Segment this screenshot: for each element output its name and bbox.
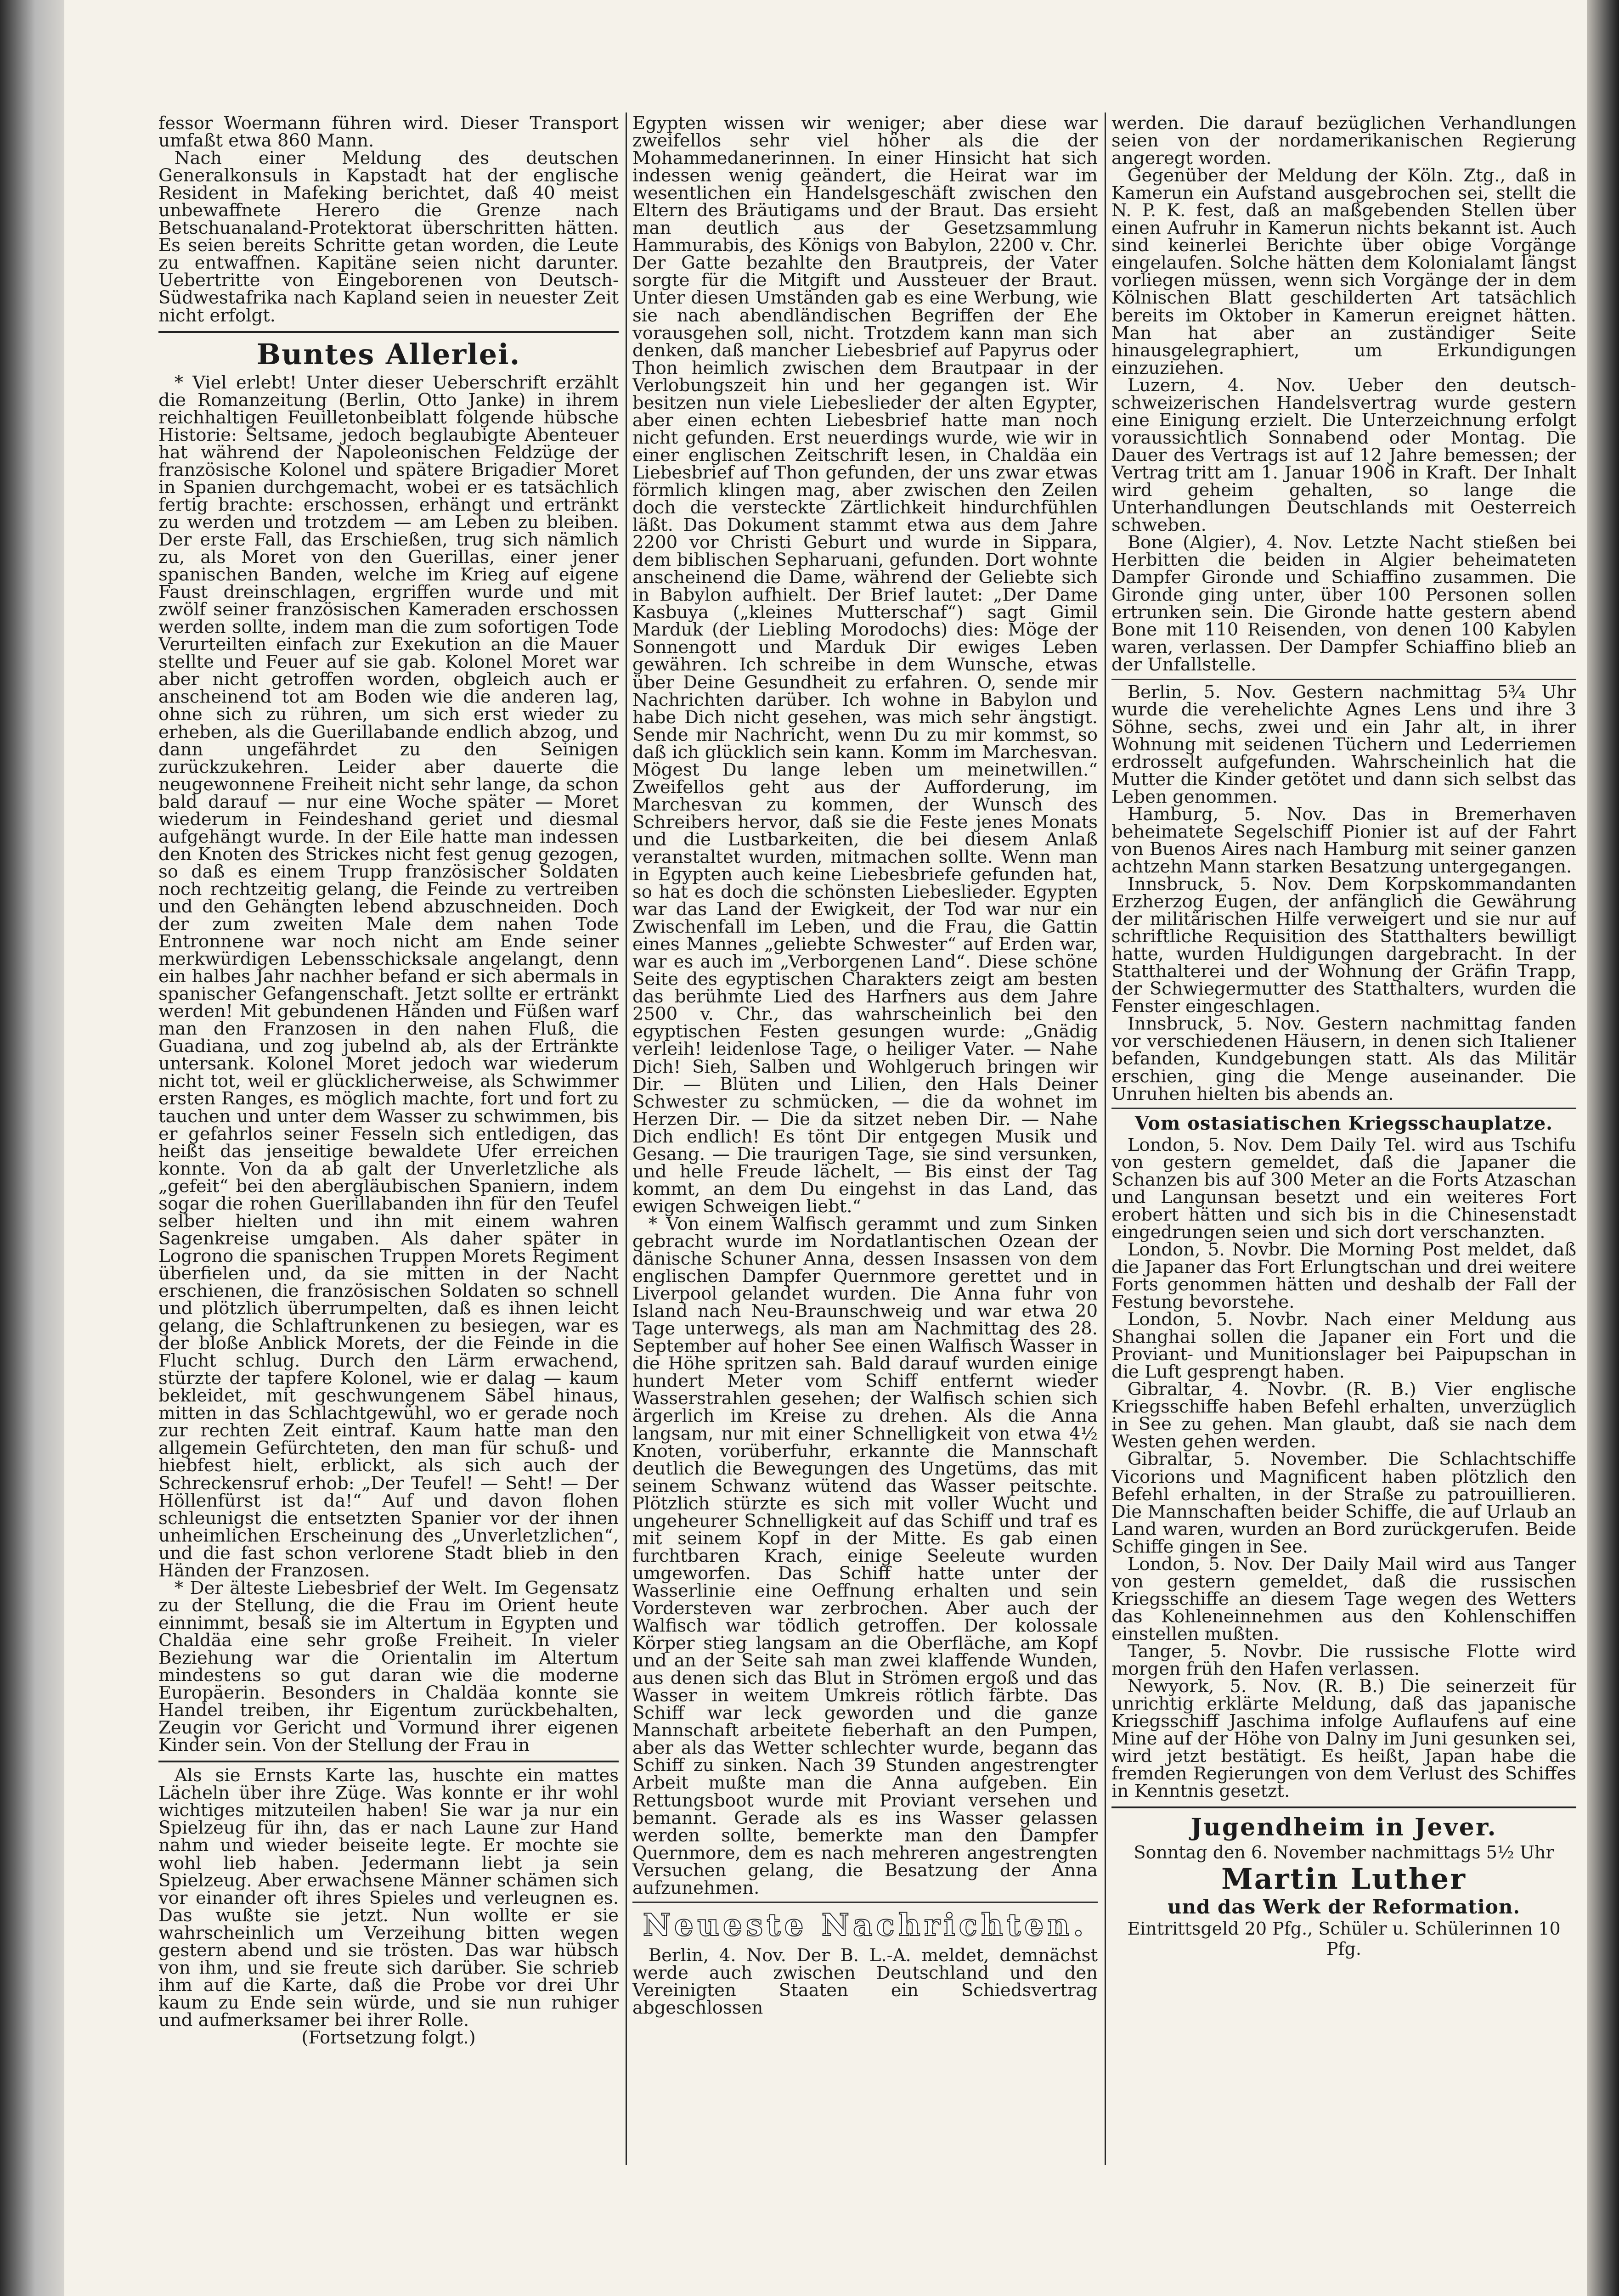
news-paragraph: London, 5. Nov. Der Daily Mail wird aus Tanger von gestern gemeldet, daß die russischen Kriegsschiffe an diesem Tage wegen des Wetters das Kohleneinnehmen aus den Kohlenschiffen einstellen mußten. <box>1111 1553 1576 1644</box>
article-paragraph: Nach einer Meldung des deutschen Generalkonsuls in Kapstadt hat der englische Resident in Mafeking berichtet, daß 40 meist unbewaffnete Herero die Grenze nach Betschuanaland-Protektorat überschritten hätten. Es seien bereits Schritte getan worden, die Leute zu entwaffnen. Kapitäne seien nicht darunter. Uebertritte von Eingeborenen von Deutsch-Südwestafrika nach Kapland seien in neuester Zeit nicht erfolgt. <box>158 148 619 326</box>
ad-title: Jugendheim in Jever. <box>1190 1813 1497 1842</box>
news-paragraph: Berlin, 4. Nov. Der B. L.-A. meldet, demnächst werde auch zwischen Deutschland und den Vereinigten Staaten ein Schiedsvertrag abgeschlossen <box>632 1945 1098 2018</box>
newspaper-page <box>64 0 1587 2296</box>
news-paragraph: London, 5. Novbr. Die Morning Post meldet, daß die Japaner das Fort Erlungtschan und drei weitere Forts genommen hätten und deshalb der Fall der Festung bevorstehe. <box>1111 1239 1576 1313</box>
column-2 <box>632 115 1098 2144</box>
article-paragraph: fessor Woermann führen wird. Dieser Transport umfaßt etwa 860 Mann. <box>158 115 619 152</box>
news-paragraph: Berlin, 5. Nov. Gestern nachmittag 5¾ Uhr wurde die verehelichte Agnes Lens und ihre 3 Söhne, sechs, zwei und ein Jahr alt, in ihrer Wohnung mit seidenen Tüchern und Lederriemen erdrosselt aufgefunden. Wahrscheinlich hat die Mutter die Kinder getötet und dann sich selbst das Leben genommen. <box>1111 681 1576 807</box>
ad-divider <box>1111 1806 1576 1808</box>
article-paragraph: Egypten wissen wir weniger; aber diese war zweifellos sehr viel höher als die der Mohammedanerinnen. In einer Hinsicht hat sich indessen wenig geändert, die Heirat war im wesentlichen ein Handelsgeschäft zwischen den Eltern des Bräutigams und der Braut. Das ersieht man deutlich aus der Gesetzsammlung Hammurabis, des Königs von Babylon, 2200 v. Chr. Der Gatte bezahlte den Brautpreis, der Vater sorgte für die Mitgift und Aussteuer der Braut. Unter diesen Umständen gab es eine Werbung, wie sie nach abendländischen Begriffen der Ehe vorausgehen soll, nicht. Trotzdem kann man sich denken, daß mancher Liebesbrief auf Papyrus oder Thon heimlich zwischen dem Brautpaar in der Verlobungszeit hin und her gegangen ist. Wir besitzen nun viele Liebeslieder der alten Egypter, aber einen echten Liebesbrief hatte man noch nicht gefunden. Erst neuerdings wurde, wie wir in einer englischen Zeitschrift lesen, in Chaldäa ein Liebesbrief auf Thon gefunden, der uns zwar etwas förmlich klingen mag, aber zwischen den Zeilen doch die versteckte Zärtlichkeit hindurchfühlen läßt. Das Dokument stammt etwa aus dem Jahre 2200 vor Christi Geburt und wurde in Sippara, dem biblischen Sepharuani, gefunden. Dort wohnte anscheinend die Dame, während der Geliebte sich in Babylon aufhielt. Der Brief lautet: „Der Dame Kasbuya („kleines Mutterschaf“) sagt Gimil Marduk (der Liebling Morodochs) dies: Möge der Sonnengott und Marduk Dir ewiges Leben gewähren. Ich schreibe in dem Wunsche, etwas über Deine Gesundheit zu erfahren. O, sende mir Nachrichten darüber. Ich wohne in Babylon und habe Dich nicht gesehen, was mich sehr ängstigt. Sende mir Nachricht, wenn Du zu mir kommst, so daß ich glücklich sein kann. Komm im Marchesvan. Mögest Du lange leben um meinetwillen.“ Zweifellos geht aus der Aufforderung, im Marchesvan zu kommen, der Wunsch des Schreibers hervor, daß sie die Feste jenes Monats und die Lustbarkeiten, die bei diesem Anlaß veranstaltet wurden, mitmachen sollte. Wenn man in Egypten auch keine Liebesbriefe gefunden hat, so hat es doch die schönsten Liebeslieder. Egypten war das Land der Ewigkeit, der Tod war nur ein Zwischenfall im Leben, und die Frau, die Gattin eines Mannes „geliebte Schwester“ auf Erden war, war es auch im „Verborgenen Land“. Diese schöne Seite des egyptischen Charakters zeigt am besten das berühmte Lied des Harfners aus dem Jahre 2500 v. Chr., das wahrscheinlich bei den egyptischen Festen gesungen wurde: „Gnädig verleih! leidenlose Tage, o heiliger Vater. — Nahe Dich! Sieh, Salben und Wohlgeruch bringen wir Dir. — Blüten und Lilien, den Hals Deiner Schwester zu schmücken, — die da wohnet im Herzen Dir. — Die da sitzet neben Dir. — Nahe Dich endlich! Es tönt Dir entgegen Musik und Gesang. — Die traurigen Tage, sie sind versunken, und helle Freude lächelt, — Bis einst der Tag kommt, an dem Du eingehst in das Land, das ewigen Schweigen liebt.“ <box>632 115 1098 1217</box>
news-paragraph: Gegenüber der Meldung der Köln. Ztg., daß in Kamerun ein Aufstand ausgebrochen sei, stellt die N. P. K. fest, daß an maßgebenden Stellen über einen Aufruhr in Kamerun nichts bekannt ist. Auch sind keinerlei Berichte über obige Vorgänge eingelaufen. Solche hätten dem Kolonialamt längst vorliegen müssen, wenn sich Vorgänge der in dem Kölnischen Blatt geschilderten Art tatsächlich bereits im Oktober in Kamerun ereignet hätten. Man hat aber an zuständiger Seite hinausgelegraphiert, um Erkundigungen einzuziehen. <box>1111 165 1576 378</box>
news-paragraph: Gibraltar, 4. Novbr. (R. B.) Vier englische Kriegsschiffe haben Befehl erhalten, unverzüglich in See zu gehen. Man glaubt, daß sie nach dem Westen gehen werden. <box>1111 1379 1576 1452</box>
section-title: Buntes Allerlei. <box>256 337 521 371</box>
section-divider <box>632 1902 1098 1903</box>
news-paragraph: Innsbruck, 5. Nov. Dem Korpskommandanten Erzherzog Eugen, der anfänglich die Gewährung der militärischen Hilfe verweigert und sie nur auf schriftliche Requisition des Statthalters bewilligt hatte, wurden Huldigungen dargebracht. In der Statthalterei und der Wohnung der Gräfin Trapp, der Schwiegermutter des Statthalters, wurden die Fenster eingeschlagen. <box>1111 874 1576 1017</box>
news-paragraph: Luzern, 4. Nov. Ueber den deutsch-schweizerischen Handelsvertrag wurde gestern eine Einigung erzielt. Die Unterzeichnung erfolgt voraussichtlich Sonnabend oder Montag. Die Dauer des Vertrags ist auf 12 Jahre bemessen; der Vertrag tritt am 1. Januar 1906 in Kraft. Der Inhalt wird geheim gehalten, so lange die Unterhandlungen Deutschlands mit Oesterreich schweben. <box>1111 375 1576 536</box>
section-divider <box>158 331 619 333</box>
news-paragraph: Bone (Algier), 4. Nov. Letzte Nacht stießen bei Herbitten die beiden in Algier beheimateten Dampfer Gironde und Schiaffino zusammen. Die Gironde ging unter, über 100 Personen sollen ertrunken sein. Die Gironde hatte gestern abend Bone mit 110 Reisenden, von denen 100 Kabylen waren, verlassen. Der Dampfer Schiaffino blieb an der Unfallstelle. <box>1111 532 1576 675</box>
column-1 <box>158 115 619 2165</box>
news-paragraph: Tanger, 5. Novbr. Die russische Flotte wird morgen früh den Hafen verlassen. <box>1111 1641 1576 1680</box>
article-paragraph: * Viel erlebt! Unter dieser Ueberschrift erzählt die Romanzeitung (Berlin, Otto Janke) in ihrem reichhaltigen Feuilletonbeiblatt folgende hübsche Historie: Seltsame, jedoch beglaubigte Abenteuer hat während der Napoleonischen Feldzüge der französische Kolonel und spätere Brigadier Moret in Spanien durchgemacht, wobei er es tatsächlich fertig brachte: erschossen, erhängt und ertränkt zu werden und trotzdem — am Leben zu bleiben. Der erste Fall, das Erschießen, trug sich nämlich zu, als Moret von den Guerillas, einer jener spanischen Banden, welche im Krieg auf eigene Faust dreinschlagen, ergriffen wurde und mit zwölf seiner französischen Kameraden erschossen werden sollte, indem man die zum sofortigen Tode Verurteilten einfach zur Exekution an die Mauer stellte und Feuer auf sie gab. Kolonel Moret war aber nicht getroffen worden, obgleich auch er anscheinend tot am Boden wie die anderen lag, ohne sich zu rühren, um sich erst wieder zu erheben, als die Guerillabande endlich abzog, und dann ungefährdet zu den Seinigen zurückzukehren. Leider aber dauerte die neugewonnene Freiheit nicht sehr lange, da schon bald darauf — nur eine Woche später — Moret wiederum in Feindeshand geriet und diesmal aufgehängt wurde. In der Eile hatte man indessen den Knoten des Strickes nicht fest genug gezogen, so daß es einem Trupp französischer Soldaten noch rechtzeitig gelang, die Feinde zu vertreiben und den Gehängten lebend abzuschneiden. Doch der zum zweiten Male dem nahen Tode Entronnene war noch nicht am Ende seiner merkwürdigen Lebensschicksale angelangt, denn ein halbes Jahr nachher befand er sich abermals in spanischer Gefangenschaft. Jetzt sollte er ertränkt werden! Mit gebundenen Händen und Füßen warf man den Franzosen in den nahen Fluß, die Guadiana, und zog jubelnd ab, als der Ertränkte untersank. Kolonel Moret jedoch war wiederum nicht tot, weil er glücklicherweise, als Schwimmer ersten Ranges, es möglich machte, fort und fort zu tauchen und unter dem Wasser zu schwimmen, bis er gefahrlos seiner Fesseln sich entledigen, das heißt das jenseitige bewaldete Ufer erreichen konnte. Von da ab galt der Unverletzliche als „gefeit“ bei den abergläubischen Spaniern, indem sogar die rohen Guerillabanden ihn für den Teufel selber hielten und ihn mit einem wahren Sagenkreise umgaben. Als daher später in Logrono die spanischen Truppen Morets Regiment überfielen und, da sie mitten in der Nacht erschienen, die französischen Soldaten so schnell und plötzlich überrumpelten, daß es ihnen leicht gelang, die Schlaftrunkenen zu besiegen, war es der bloße Anblick Morets, der die Feinde in die Flucht schlug. Durch den Lärm erwachend, stürzte der tapfere Kolonel, wie er dalag — kaum bekleidet, mit geschwungenem Säbel hinaus, mitten in das Schlachtgewühl, wo er gerade noch zur rechten Zeit eintraf. Kaum hatte man den allgemein Gefürchteten, den man für schuß- und hiebfest hielt, erblickt, als sich auch der Schreckensruf erhob: „Der Teufel! — Seht! — Der Höllenfürst ist da!“ Auf und davon flohen schleunigst die entsetzten Spanier vor der ihnen unheimlichen Erscheinung des „Unverletzlichen“, und die fast schon verlorene Stadt blieb in den Händen der Franzosen. <box>158 372 619 1581</box>
article-paragraph: * Von einem Walfisch gerammt und zum Sinken gebracht wurde im Nordatlantischen Ozean der dänische Schuner Anna, dessen Insassen von dem englischen Dampfer Quernmore gerettet und in Liverpool gelandet wurden. Die Anna fuhr von Island nach Neu-Braunschweig und war etwa 20 Tage unterwegs, als man am Nachmittag des 28. September auf hoher See einen Walfisch Wasser in die Höhe spritzen sah. Bald darauf wurden einige hundert Meter vom Schiff entfernt wieder Wasserstrahlen gesehen; der Walfisch schien sich ärgerlich im Kreise zu drehen. Als die Anna langsam, nur mit einer Schnelligkeit von etwa 4½ Knoten, vorüberfuhr, erkannte die Mannschaft deutlich die Bewegungen des Ungetüms, das mit seinem Schwanz wütend das Wasser peitschte. Plötzlich stürzte es sich mit voller Wucht und ungeheurer Schnelligkeit auf das Schiff und traf es mit seinem Kopf in der Mitte. Es gab einen furchtbaren Krach, einige Seeleute wurden umgeworfen. Das Schiff hatte unter der Wasserlinie eine Oeffnung erhalten und sein Vordersteven war zerbrochen. Aber auch der Walfisch war tödlich getroffen. Der kolossale Körper stieg langsam an die Oberfläche, am Kopf und an der Seite sah man zwei klaffende Wunden, aus denen sich das Blut in Strömen ergoß und das Wasser in weitem Umkreis rötlich färbte. Das Schiff war leck geworden und die ganze Mannschaft arbeitete fieberhaft an den Pumpen, aber als das Wetter schlechter wurde, begann das Schiff zu sinken. Nach 39 Stunden angestrengter Arbeit mußte man die Anna aufgeben. Ein Rettungsboot wurde mit Proviant versehen und bemannt. Gerade als es ins Wasser gelassen werden sollte, bemerkte man den Dampfer Quernmore, dem es nach mehreren angestrengten Versuchen gelang, die Besatzung der Anna aufzunehmen. <box>632 1213 1098 1898</box>
feuilleton-paragraph: Als sie Ernsts Karte las, huschte ein mattes Lächeln über ihre Züge. Was konnte er ihr wohl wichtiges mitzuteilen haben! Sie war ja nur ein Spielzeug für ihn, das er nach Laune zur Hand nahm und wieder beiseite legte. Er mochte sie wohl lieb haben. Jedermann liebt ja sein Spielzeug. Aber erwachsene Männer schämen sich vor einander oft ihres Spieles und verleugnen es. Das wußte sie jetzt. Nun wollte er sie wahrscheinlich um Verzeihung bitten wegen gestern abend und sie trösten. Das war hübsch von ihm, und sie freute sich darüber. Sie schrieb ihm auf die Karte, daß die Probe vor drei Uhr kaum zu Ende sein würde, und sie nun ruhiger und aufmerksamer bei ihrer Rolle. <box>158 1765 619 2031</box>
news-paragraph: Hamburg, 5. Nov. Das in Bremerhaven beheimatete Segelschiff Pionier ist auf der Fahrt von Buenos Aires nach Hamburg mit seiner ganzen achtzehn Mann starken Besatzung untergegangen. <box>1111 804 1576 877</box>
news-paragraph: London, 5. Novbr. Nach einer Meldung aus Shanghai sollen die Japaner ein Fort und die Proviant- und Munitionslager bei Paipupschan in die Luft gesprengt haben. <box>1111 1309 1576 1383</box>
news-paragraph: Innsbruck, 5. Nov. Gestern nachmittag fanden vor verschiedenen Häusern, in denen sich Italiener befanden, Kundgebungen statt. Als das Militär erschien, ging die Menge auseinander. Die Unruhen hielten bis abends an. <box>1111 1013 1576 1104</box>
page-right-edge <box>1587 0 1619 2296</box>
continuation-note: (Fortsetzung folgt.) <box>301 2027 476 2048</box>
column-rule-1 <box>626 113 627 2165</box>
column-rule-2 <box>1105 113 1106 2165</box>
column-3 <box>1111 115 1576 2165</box>
section-divider <box>1111 1108 1576 1109</box>
news-paragraph: werden. Die darauf bezüglichen Verhandlungen seien von der nordamerikanischen Regierung angeregt worden. <box>1111 115 1576 169</box>
news-paragraph: London, 5. Nov. Dem Daily Tel. wird aus Tschifu von gestern gemeldet, daß die Japaner die Schanzen bis auf 300 Meter an die Forts Atzaschan und Langunsan besetzt und ein weiteres Fort erobert hätten und sich bis in die Chinesenstadt eingedrungen seien und sich dort verschanzten. <box>1111 1134 1576 1243</box>
news-section-title: Neueste Nachrichten. <box>643 1907 1088 1943</box>
book-binding-edge <box>0 0 64 2296</box>
ad-date-line: Sonntag den 6. November nachmittags 5½ Uhr <box>1134 1842 1554 1863</box>
ad-subline: und das Werk der Reformation. <box>1167 1896 1521 1919</box>
advertisement <box>1111 1813 1576 1959</box>
news-paragraph: Gibraltar, 5. November. Die Schlachtschiffe Vicorions und Magnificent haben plötzlich den Befehl erhalten, in der Straße zu patrouillieren. Die Mannschaften beider Schiffe, die auf Urlaub an Land waren, wurden an Bord zurückgerufen. Beide Schiffe gingen in See. <box>1111 1449 1576 1557</box>
news-paragraph: Newyork, 5. Nov. (R. B.) Die seinerzeit für unrichtig erklärte Meldung, daß das japanische Kriegsschiff Jaschima infolge Auflaufens auf eine Mine auf der Höhe von Dalny im Juni gesunken sei, wird jetzt bestätigt. Es heißt, Japan habe die fremden Regierungen von dem Verlust des Schiffes in Kenntnis gesetzt. <box>1111 1676 1576 1802</box>
ad-price-line: Eintrittsgeld 20 Pfg., Schüler u. Schülerinnen 10 Pfg. <box>1127 1919 1561 1959</box>
ad-headline: Martin Luther <box>1221 1862 1467 1896</box>
feuilleton-divider <box>158 1761 619 1762</box>
news-divider <box>1111 679 1576 680</box>
war-section-title: Vom ostasiatischen Kriegsschauplatze. <box>1134 1112 1553 1134</box>
article-paragraph: * Der älteste Liebesbrief der Welt. Im Gegensatz zu der Stellung, die die Frau im Orient heute einnimmt, besaß sie im Altertum in Egypten und Chaldäa eine sehr große Freiheit. In vieler Beziehung war die Orientalin im Altertum mindestens so gut daran wie die moderne Europäerin. Besonders in Chaldäa konnte sie Handel treiben, ihr Eigentum zurückbehalten, Zeugin vor Gericht und Vormund ihrer eigenen Kinder sein. Von der Stellung der Frau in <box>158 1577 619 1756</box>
